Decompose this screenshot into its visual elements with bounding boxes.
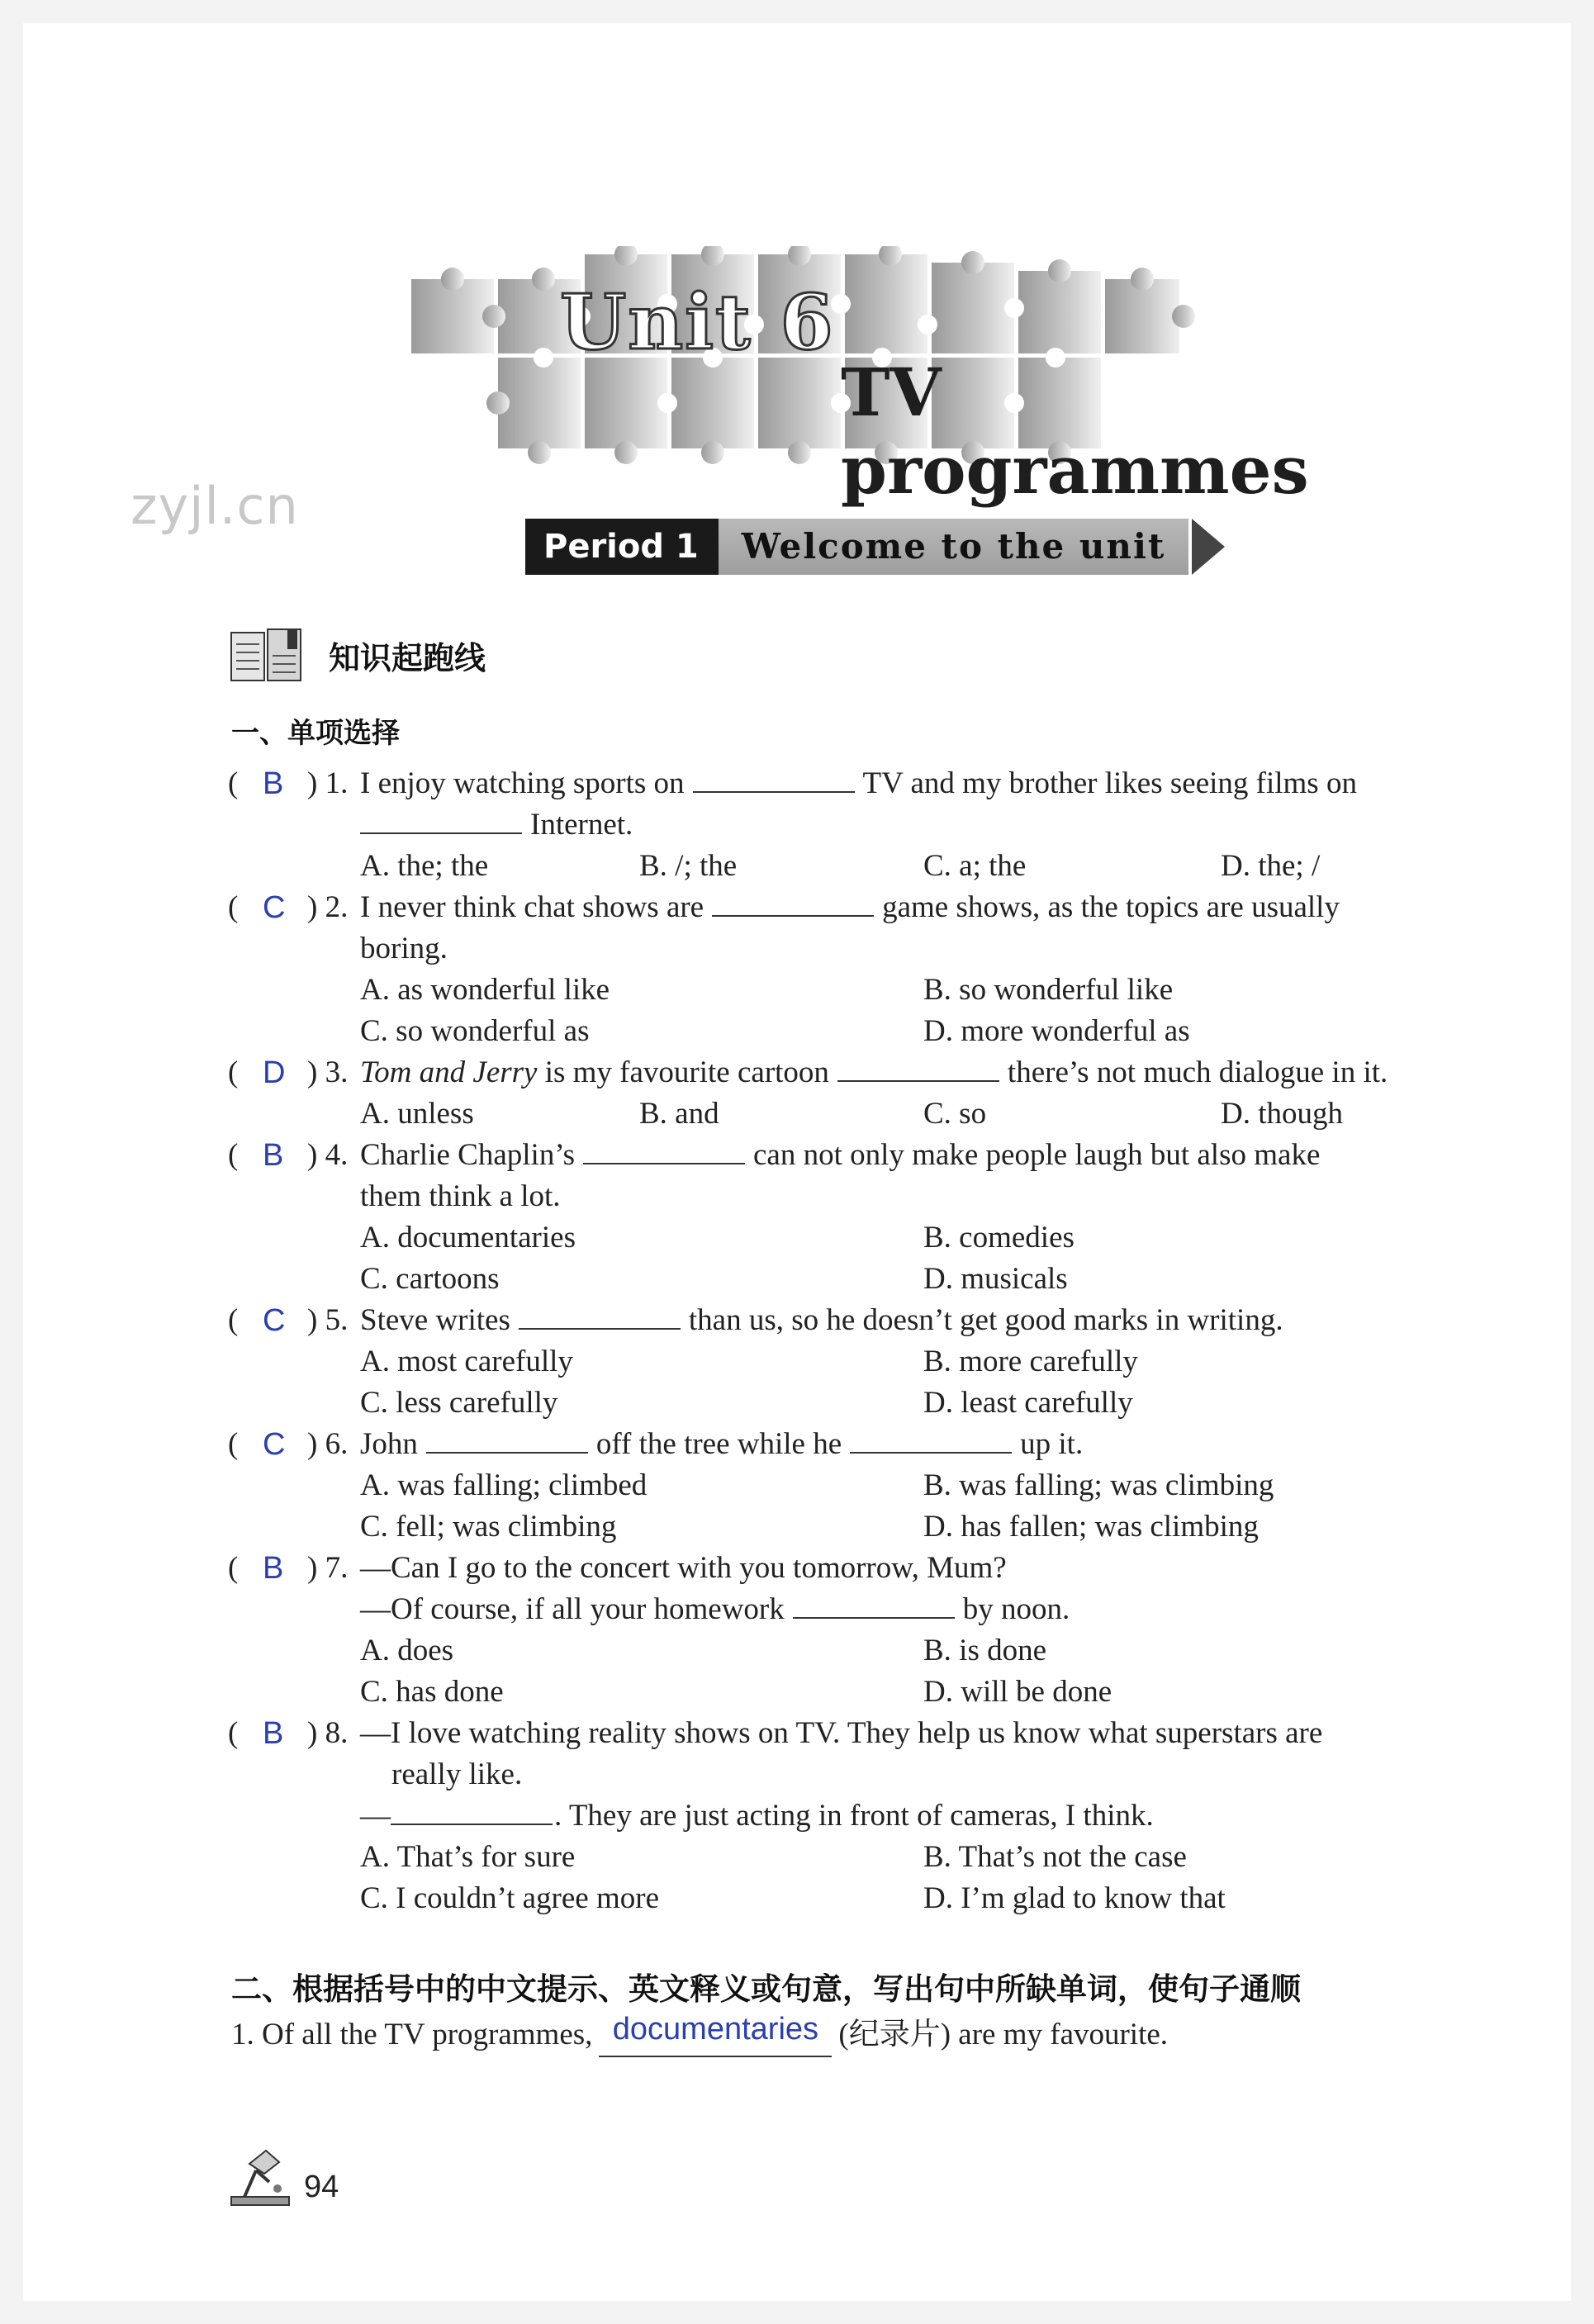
question-number: ) 3. — [307, 1055, 349, 1089]
question-stem: —I love watching reality shows on TV. They help us know what superstars are — [360, 1716, 1323, 1750]
option-b: B. more carefully — [923, 1345, 1138, 1378]
part1-title: 一、单项选择 — [231, 717, 400, 750]
question-stem: John off the tree while he up it. — [360, 1427, 1084, 1461]
unit-number: Unit 6 — [560, 277, 835, 367]
unit-title: TV programmes — [841, 353, 1309, 509]
question-7-line2: —Of course, if all your homework by noon. — [360, 1592, 1070, 1626]
option-d: D. more wonderful as — [923, 1014, 1190, 1048]
question-stem: —Can I go to the concert with you tomorrow, Mum? — [360, 1551, 1007, 1585]
paren-open: ( — [228, 1055, 239, 1089]
question-stem: I enjoy watching sports on TV and my brother likes seeing films on — [360, 766, 1357, 800]
option-a: A. documentaries — [360, 1221, 576, 1254]
option-d: D. though — [1221, 1097, 1343, 1131]
question-8-line3: — . They are just acting in front of cameras, I think. — [360, 1799, 1154, 1833]
lamp-icon — [228, 2146, 297, 2207]
option-c: C. a; the — [923, 849, 1027, 883]
question-number: ) 5. — [307, 1303, 349, 1337]
paren-open: ( — [228, 1138, 239, 1172]
option-b: B. comedies — [923, 1221, 1075, 1254]
fill-answer: documentaries — [612, 2012, 819, 2047]
option-c: C. cartoons — [360, 1262, 500, 1296]
option-c: C. fell; was climbing — [360, 1510, 617, 1544]
option-c: C. I couldn’t agree more — [360, 1881, 659, 1915]
blank — [850, 1427, 1012, 1454]
option-b: B. and — [639, 1097, 719, 1131]
answer-2: C — [263, 890, 286, 925]
option-d: D. least carefully — [923, 1386, 1133, 1420]
blank — [391, 1799, 553, 1825]
blank — [583, 1138, 745, 1164]
section-heading — [230, 626, 486, 684]
arrow-icon — [1192, 519, 1225, 575]
answer-3: D — [263, 1055, 286, 1090]
option-b: B. That’s not the case — [923, 1840, 1187, 1874]
option-b: B. is done — [923, 1634, 1047, 1667]
option-a: A. That’s for sure — [360, 1840, 576, 1874]
question-1-line2: Internet. — [360, 804, 633, 846]
option-a: A. most carefully — [360, 1345, 573, 1378]
option-c: C. less carefully — [360, 1386, 558, 1420]
question-number: ) 7. — [307, 1551, 349, 1585]
option-c: C. has done — [360, 1675, 504, 1709]
section-heading-text: 知识起跑线 — [329, 639, 486, 676]
period-label: Period 1 — [525, 519, 719, 575]
option-b: B. was falling; was climbing — [923, 1468, 1274, 1502]
question-stem: Charlie Chaplin’s can not only make people laugh but also make — [360, 1138, 1321, 1172]
option-c: C. so wonderful as — [360, 1014, 590, 1048]
period-banner — [525, 517, 1225, 576]
paren-open: ( — [228, 766, 239, 800]
blank — [712, 890, 874, 917]
option-b: B. /; the — [639, 849, 738, 883]
option-d: D. musicals — [923, 1262, 1068, 1296]
question-number: ) 8. — [307, 1716, 349, 1750]
watermark-text: zyjl.cn — [130, 476, 299, 536]
answer-8: B — [263, 1716, 284, 1751]
option-a: A. does — [360, 1634, 454, 1667]
question-2-line2: boring. — [360, 932, 448, 965]
question-number: ) 2. — [307, 890, 349, 924]
answer-4: B — [263, 1138, 284, 1173]
unit-banner — [411, 246, 1361, 509]
blank — [693, 766, 855, 793]
question-stem: I never think chat shows are game shows, as the topics are usually — [360, 890, 1340, 924]
period-title: Welcome to the unit — [719, 519, 1189, 575]
question-8-line2: really like. — [391, 1757, 523, 1791]
option-a: A. as wonderful like — [360, 973, 610, 1007]
paren-open: ( — [228, 1716, 239, 1750]
blank — [837, 1055, 999, 1082]
option-d: D. will be done — [923, 1675, 1112, 1709]
paren-open: ( — [228, 1427, 239, 1461]
fill-question-1: 1. Of all the TV programmes, documentaries (纪录片) are my favourite. — [231, 2013, 1168, 2057]
book-icon — [230, 626, 306, 684]
answer-7: B — [263, 1551, 284, 1586]
option-d: D. has fallen; was climbing — [923, 1510, 1259, 1544]
part2-title: 二、根据括号中的中文提示、英文释义或句意，写出句中所缺单词，使句子通顺 — [231, 1971, 1301, 2007]
answer-6: C — [263, 1427, 286, 1462]
workbook-page — [23, 23, 1571, 2301]
option-d: D. the; / — [1221, 849, 1321, 883]
option-a: A. was falling; climbed — [360, 1468, 648, 1502]
italic-title: Tom and Jerry — [360, 1055, 538, 1089]
fill-blank — [599, 2013, 832, 2057]
question-4-line2: them think a lot. — [360, 1179, 561, 1213]
blank — [793, 1592, 955, 1619]
paren-open: ( — [228, 1303, 239, 1337]
option-d: D. I’m glad to know that — [923, 1881, 1226, 1915]
answer-1: B — [263, 766, 284, 801]
question-number: ) 4. — [307, 1138, 349, 1172]
option-a: A. the; the — [360, 849, 489, 883]
paren-open: ( — [228, 1551, 239, 1585]
question-stem: Tom and Jerry is my favourite cartoon there’s not much dialogue in it. — [360, 1055, 1388, 1089]
page-footer — [228, 2146, 339, 2207]
question-number: ) 6. — [307, 1427, 349, 1461]
question-number: ) 1. — [307, 766, 349, 800]
option-a: A. unless — [360, 1097, 474, 1131]
answer-5: C — [263, 1303, 286, 1338]
blank — [360, 808, 522, 834]
page-number: 94 — [304, 2170, 339, 2204]
blank — [426, 1427, 588, 1454]
blank — [519, 1303, 681, 1330]
option-b: B. so wonderful like — [923, 973, 1174, 1007]
question-stem: Steve writes than us, so he doesn’t get good marks in writing. — [360, 1303, 1283, 1337]
option-c: C. so — [923, 1097, 987, 1131]
paren-open: ( — [228, 890, 239, 924]
